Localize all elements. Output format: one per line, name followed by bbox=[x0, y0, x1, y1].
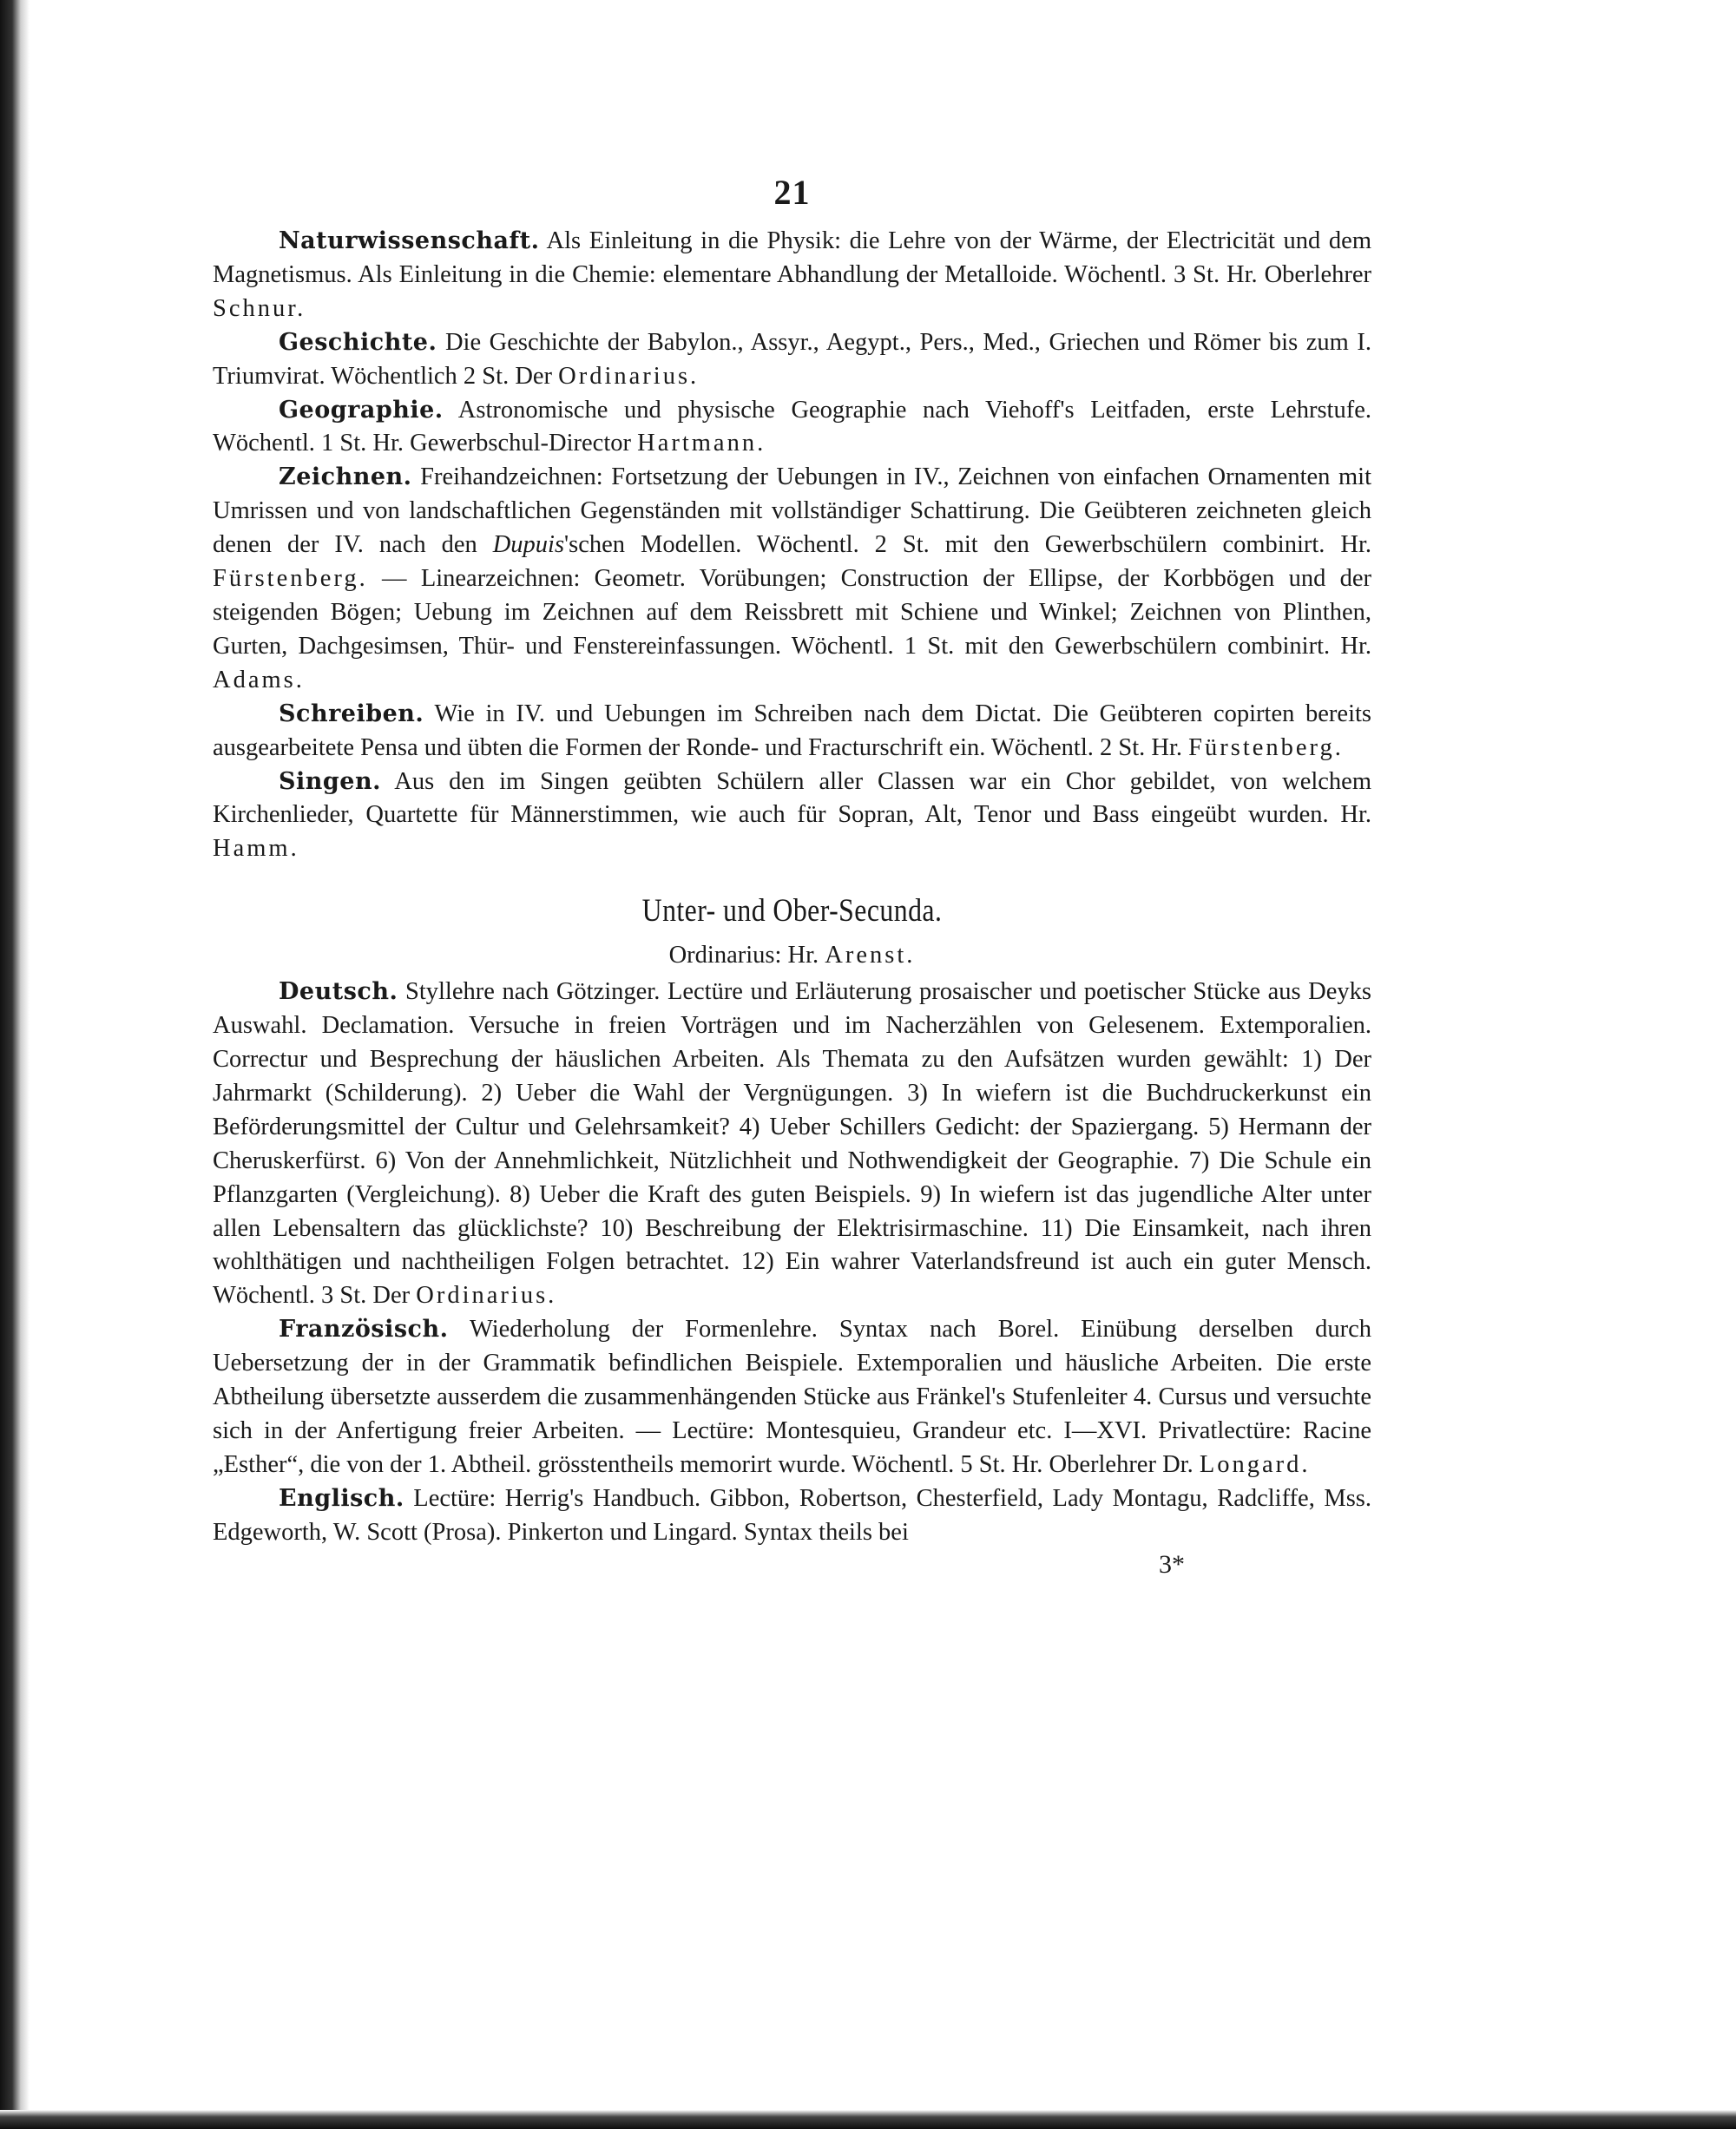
teacher-name: Fürstenberg. bbox=[1188, 733, 1344, 761]
paragraph-singen bbox=[213, 766, 1371, 867]
subject-heading: Deutsch. bbox=[279, 978, 398, 1006]
section-title: Unter- und Ober-Secunda. bbox=[641, 893, 943, 930]
ordinarius-name: Arenst. bbox=[825, 942, 916, 969]
paragraph-text: Styllehre nach Götzinger. Lectüre und Erläuterung prosaischer und poetischer Stücke aus Deyks Auswahl. Declamation. Versuche in freien Vorträgen und im Nacherzählen von Gelesenem. Extemporalien. Correctur und Besprechung der häuslichen Arbeiten. Als Themata zu den Aufsätzen wurden gewählt: 1) Der Jahrmarkt (Schilderung). 2) Ueber die Wahl der Vergnügungen. 3) In wiefern ist die Buchdruckerkunst ein Beförderungsmittel der Cultur und Gelehrsamkeit? 4) Ueber Schillers Gedicht: der Spaziergang. 5) Hermann der Cheruskerfürst. 6) Von der Annehmlichkeit, Nützlichheit und Nothwendigkeit der Geographie. 7) Die Schule ein Pflanzgarten (Vergleichung). 8) Ueber die Kraft des guten Beispiels. 9) In wiefern ist das jugendliche Alter unter allen Lebensaltern das glücklichste? 10) Beschreibung der Elektrisirmaschine. 11) Die Einsamkeit, nach ihren wohlthätigen und nachtheiligen Folgen betrachtet. 12) Ein wahrer Vaterlandsfreund ist auch ein guter Mensch. Wöchentl. 3 St. Der bbox=[213, 978, 1371, 1310]
subject-heading: Schreiben. bbox=[279, 700, 424, 727]
subject-heading: Zeichnen. bbox=[279, 463, 412, 491]
scan-bottom-edge bbox=[0, 2110, 1736, 2129]
paragraph-geschichte bbox=[213, 326, 1371, 394]
signature-mark: 3* bbox=[1159, 1549, 1185, 1579]
paragraph-text: Freihandzeichnen: Fortsetzung der Uebungen in IV., Zeichnen von einfachen Ornamenten mit Umrissen und von landschaftlichen Gegenständen mit vollständiger Schattirung. Die Geübteren zeichneten gleich denen der IV. nach den bbox=[213, 463, 1371, 559]
paragraph-text: Astronomische und physische Geographie nach Viehoff's Leitfaden, erste Lehrstufe. Wöchentl. 1 St. Hr. Gewerbschul-Director bbox=[213, 396, 1371, 457]
ordinarius-label: Ordinarius: Hr. bbox=[668, 942, 825, 969]
page-body bbox=[213, 172, 1371, 1580]
dupuis-name: Dupuis bbox=[492, 531, 565, 559]
paragraph-zeichnen bbox=[213, 461, 1371, 697]
teacher-name: Longard. bbox=[1199, 1450, 1311, 1478]
ordinarius-line bbox=[213, 939, 1371, 972]
teacher-name: Schnur. bbox=[213, 294, 306, 322]
paragraph-text: 'schen Modellen. Wöchentl. 2 St. mit den Gewerbschülern combinirt. Hr. bbox=[564, 531, 1371, 559]
scan-left-edge bbox=[0, 0, 30, 2129]
teacher-name: Ordinarius. bbox=[416, 1282, 557, 1310]
subject-heading: Naturwissenschaft. bbox=[279, 227, 540, 254]
teacher-name: Ordinarius. bbox=[558, 362, 700, 390]
subject-heading: Französisch. bbox=[279, 1316, 449, 1344]
paragraph-text: Aus den im Singen geübten Schülern aller Classen war ein Chor gebildet, von welchem Kirchenlieder, Quartette für Männerstimmen, wie auch für Sopran, Alt, Tenor und Bass eingeübt wurden. Hr. bbox=[213, 767, 1371, 829]
paragraph-deutsch bbox=[213, 976, 1371, 1313]
teacher-name: Adams. bbox=[213, 666, 305, 693]
teacher-name: Fürstenberg. bbox=[213, 565, 368, 593]
paragraph-geographie bbox=[213, 394, 1371, 462]
subject-heading: Geschichte. bbox=[279, 328, 437, 356]
paragraph-text: Wiederholung der Formenlehre. Syntax nach Borel. Einübung derselben durch Uebersetzung der in der Grammatik befindlichen Beispiele. Extemporalien und häusliche Arbeiten. Die erste Abtheilung übersetzte ausserdem die zusammenhängenden Stücke aus Fränkel's Stufenleiter 4. Cursus und versuchte sich in der Anfertigung freier Arbeiten. — Lectüre: Montesquieu, Grandeur etc. I—XVI. Privatlectüre: Racine „Esther“, die von der 1. Abtheil. grösstentheils memorirt wurde. Wöchentl. 5 St. Hr. Oberlehrer Dr. bbox=[213, 1316, 1371, 1478]
paragraph-text: — Linearzeichnen: Geometr. Vorübungen; Construction der Ellipse, der Korbbögen und der steigenden Bögen; Uebung im Zeichnen auf dem Reissbrett mit Schiene und Winkel; Zeichnen von Plinthen, Gurten, Dachgesimsen, Thür- und Fenstereinfassungen. Wöchentl. 1 St. mit den Gewerbschülern combinirt. Hr. bbox=[213, 565, 1371, 660]
paragraph-text: Die Geschichte der Babylon., Assyr., Aegypt., Pers., Med., Griechen und Römer bis zum I. Triumvirat. Wöchentlich 2 St. Der bbox=[213, 328, 1371, 390]
subject-heading: Singen. bbox=[279, 767, 381, 795]
teacher-name: Hamm. bbox=[213, 835, 299, 863]
paragraph-text: Lectüre: Herrig's Handbuch. Gibbon, Robertson, Chesterfield, Lady Montagu, Radcliffe, Mss. Edgeworth, W. Scott (Prosa). Pinkerton und Lingard. Syntax theils bei bbox=[213, 1484, 1371, 1546]
paragraph-text: Wie in IV. und Uebungen im Schreiben nach dem Dictat. Die Geübteren copirten bereits ausgearbeitete Pensa und übten die Formen der Ronde- und Fracturschrift ein. Wöchentl. 2 St. Hr. bbox=[213, 700, 1371, 761]
paragraph-naturwissenschaft bbox=[213, 225, 1371, 326]
paragraph-englisch bbox=[213, 1482, 1371, 1550]
paragraph-franzoesisch bbox=[213, 1313, 1371, 1482]
subject-heading: Englisch. bbox=[279, 1484, 404, 1512]
paragraph-schreiben bbox=[213, 698, 1371, 766]
teacher-name: Hartmann. bbox=[637, 430, 766, 457]
page-number: 21 bbox=[773, 173, 811, 212]
subject-heading: Geographie. bbox=[279, 396, 444, 424]
paragraph-text: Als Einleitung in die Physik: die Lehre von der Wärme, der Electricität und dem Magnetismus. Als Einleitung in die Chemie: elementare Abhandlung der Metalloide. Wöchentl. 3 St. Hr. Oberlehrer bbox=[213, 227, 1371, 288]
